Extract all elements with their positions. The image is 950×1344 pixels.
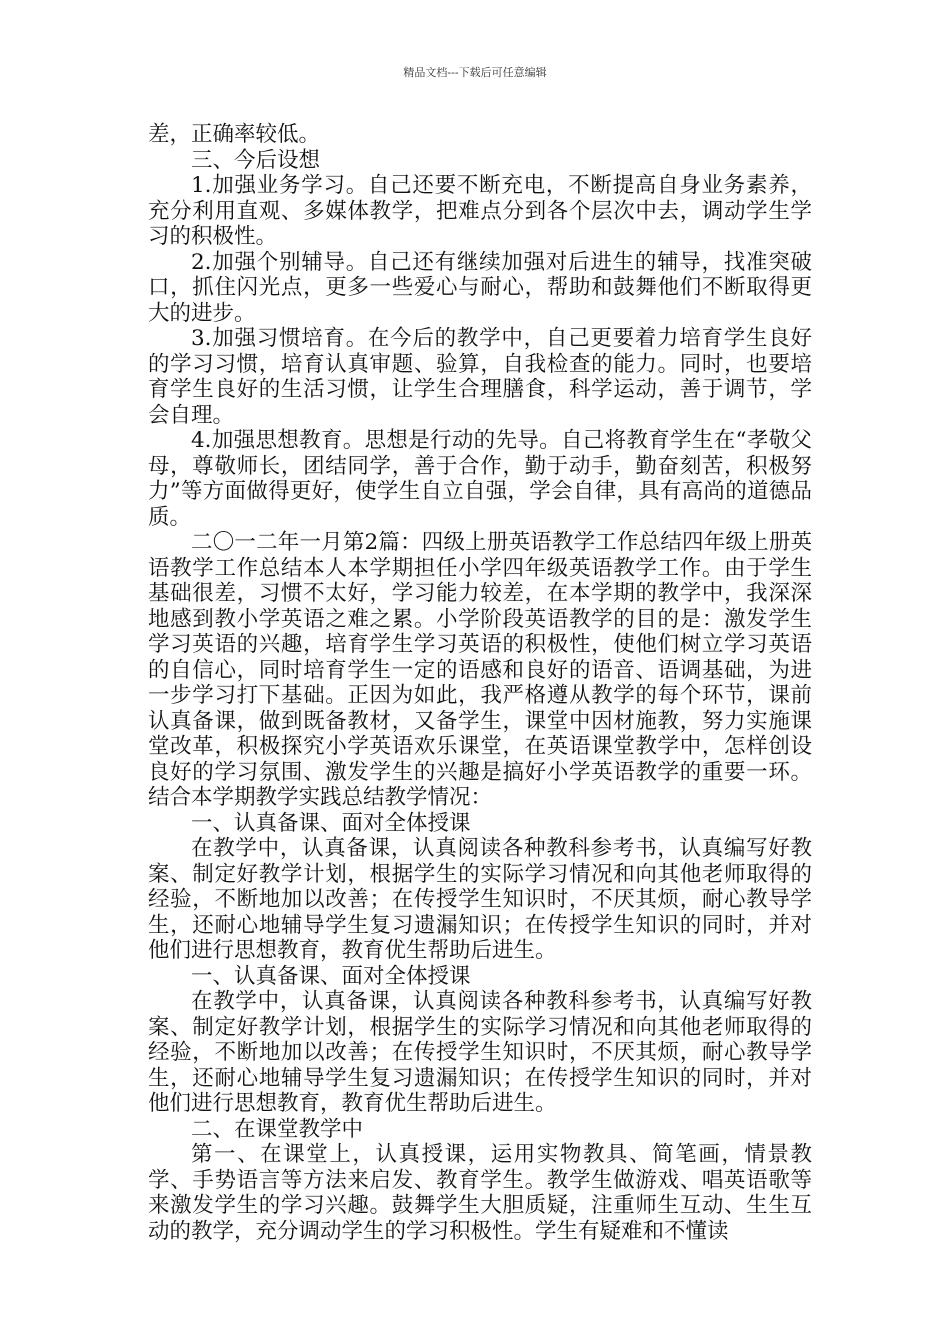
paragraph: 在教学中，认真备课，认真阅读各种教科参考书，认真编写好教案、制定好教学计划，根据学生的实际学习情况和向其他老师取得的经验，不断地加以改善；在传授学生知识时，不厌其烦，耐心教导学生，还耐心地辅导学生复习遗漏知识；在传授学生知识的同时，并对他们进行思想教育，教育优生帮助后进生。 bbox=[148, 989, 812, 1116]
section-heading-classroom: 二、在课堂教学中 bbox=[191, 1116, 364, 1142]
section-heading-lesson-prep: 一、认真备课、面对全体授课 bbox=[191, 963, 471, 989]
paragraph: 在教学中，认真备课，认真阅读各种教科参考书，认真编写好教案、制定好教学计划，根据学生的实际学习情况和向其他老师取得的经验，不断地加以改善；在传授学生知识时，不厌其烦，耐心教导学生，还耐心地辅导学生复习遗漏知识；在传授学生知识的同时，并对他们进行思想教育，教育优生帮助后进生。 bbox=[148, 836, 812, 963]
section-heading-lesson-prep: 一、认真备课、面对全体授课 bbox=[191, 810, 471, 836]
paragraph: 1.加强业务学习。自己还要不断充电，不断提高自身业务素养，充分利用直观、多媒体教学，把难点分到各个层次中去，调动学生学习的积极性。 bbox=[148, 173, 812, 249]
paragraph: 二〇一二年一月第2篇：四级上册英语教学工作总结四年级上册英语教学工作总结本人本学期担任小学四年级英语教学工作。由于学生基础很差，习惯不太好，学习能力较差，在本学期的教学中，我深深地感到教小学英语之难之累。小学阶段英语教学的目的是：激发学生学习英语的兴趣，培育学生学习英语的积极性，使他们树立学习英语的自信心，同时培育学生一定的语感和良好的语音、语调基础，为进一步学习打下基础。正因为如此，我严格遵从教学的每个环节，课前认真备课，做到既备教材，又备学生，课堂中因材施教，努力实施课堂改革，积极探究小学英语欢乐课堂，在英语课堂教学中，怎样创设良好的学习氛围、激发学生的兴趣是搞好小学英语教学的重要一环。结合本学期教学实践总结教学情况： bbox=[148, 530, 812, 810]
paragraph: 2.加强个别辅导。自己还有继续加强对后进生的辅导，找准突破口，抓住闪光点，更多一些爱心与耐心，帮助和鼓舞他们不断取得更大的进步。 bbox=[148, 249, 812, 326]
paragraph: 3.加强习惯培育。在今后的教学中，自己更要着力培育学生良好的学习习惯，培育认真审题、验算，自我检查的能力。同时，也要培育学生良好的生活习惯，让学生合理膳食，科学运动，善于调节，学会自理。 bbox=[148, 326, 812, 428]
section-heading-future-plans: 三、今后设想 bbox=[191, 147, 321, 173]
document-body bbox=[148, 122, 812, 1244]
page-header: 精品文档---下载后可任意编辑 bbox=[403, 66, 547, 79]
paragraph: 第一、在课堂上，认真授课，运用实物教具、简笔画，情景教学、手势语言等方法来启发、教育学生。教学生做游戏、唱英语歌等来激发学生的学习兴趣。鼓舞学生大胆质疑，注重师生互动、生生互动的教学，充分调动学生的学习积极性。学生有疑难和不懂读 bbox=[148, 1142, 812, 1244]
paragraph: 4.加强思想教育。思想是行动的先导。自己将教育学生在“孝敬父母，尊敬师长，团结同学，善于合作，勤于动手，勤奋刻苦，积极努力”等方面做得更好，使学生自立自强，学会自律，具有高尚的道德品质。 bbox=[148, 428, 812, 530]
paragraph-continuation: 差，正确率较低。 bbox=[148, 122, 321, 147]
